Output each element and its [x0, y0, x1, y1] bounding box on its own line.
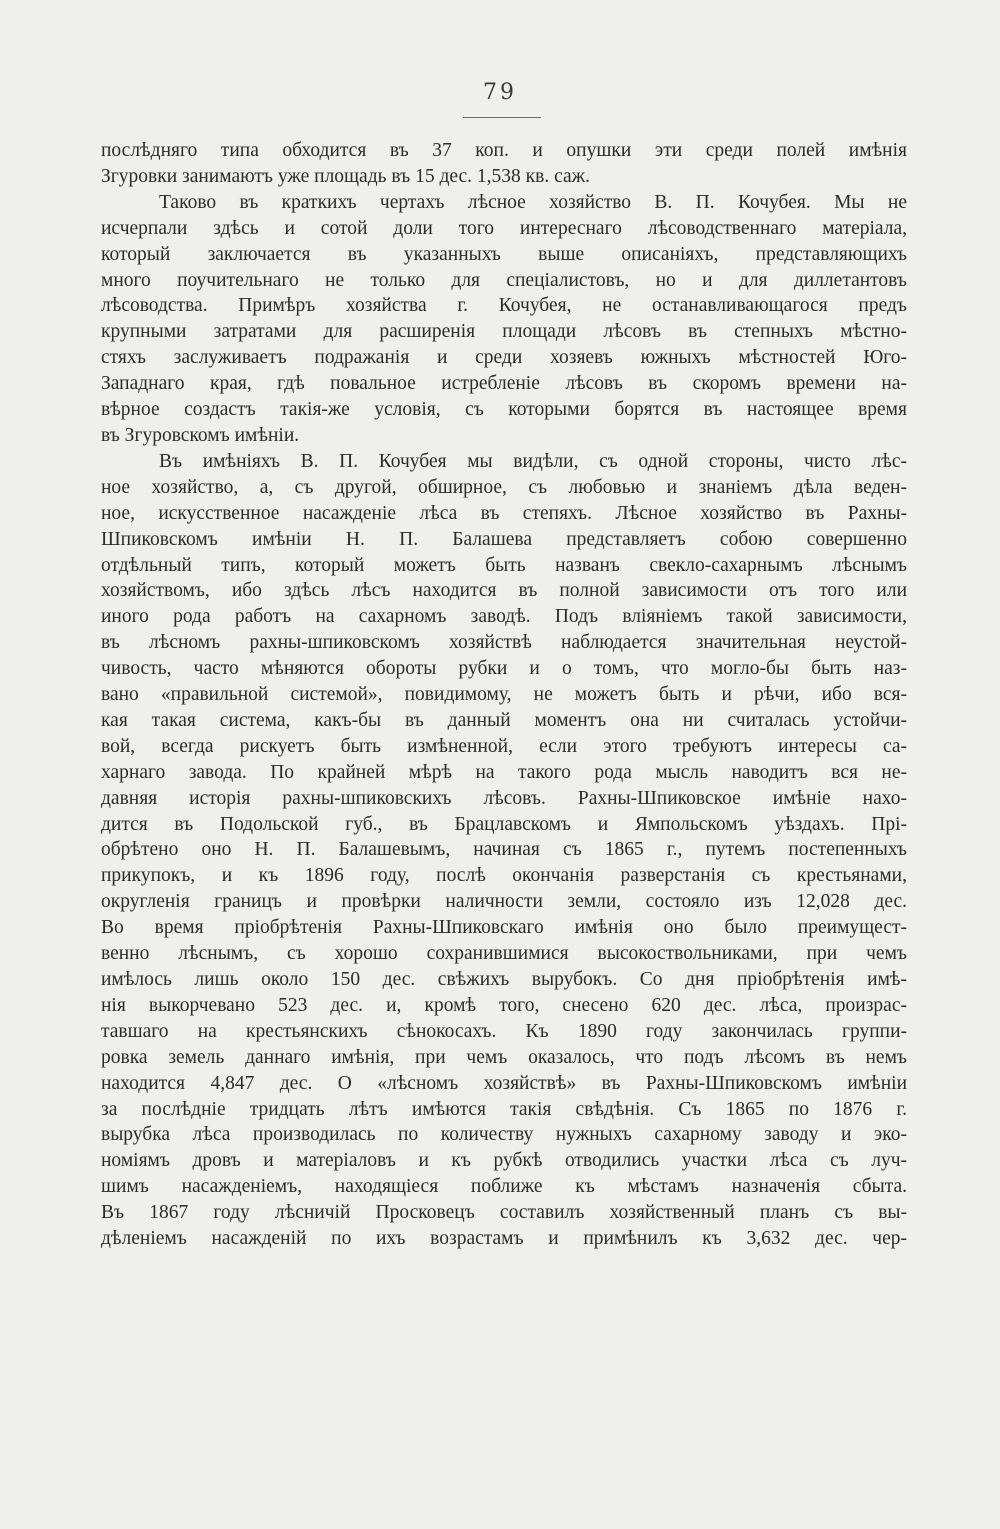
- text-line: находится 4,847 дес. О «лѣсномъ хозяйствѣ» въ Рахны-Шпиковскомъ имѣніи: [101, 1072, 907, 1094]
- text-line: вѣрное создастъ такія-же условія, съ которыми борятся въ настоящее время: [101, 399, 907, 421]
- text-line: въ лѣсномъ рахны-шпиковскомъ хозяйствѣ наблюдается значительная неустой-: [101, 632, 907, 654]
- text-line: лѣсоводства. Примѣръ хозяйства г. Кочубея, не останавливающагося предъ: [101, 295, 907, 317]
- text-line: въ Згуровскомъ имѣніи.: [101, 424, 300, 446]
- text-line: вано «правильной системой», повидимому, не можетъ быть и рѣчи, ибо вся-: [101, 684, 907, 706]
- text-line: венно лѣснымъ, съ хорошо сохранившимися высокоствольниками, при чемъ: [101, 943, 907, 965]
- text-line: номіямъ дровъ и матеріаловъ и къ рубкѣ отводились участки лѣса съ луч-: [101, 1150, 907, 1172]
- text-line: Въ 1867 году лѣсничій Просковецъ составилъ хозяйственный планъ съ вы-: [101, 1202, 907, 1224]
- text-line: отдѣльный типъ, который можетъ быть названъ свекло-сахарнымъ лѣснымъ: [101, 554, 907, 576]
- text-line: Во время пріобрѣтенія Рахны-Шпиковскаго имѣнія оно было преимущест-: [101, 917, 907, 939]
- text-line: крупными затратами для расширенія площади лѣсовъ въ степныхъ мѣстно-: [101, 321, 907, 343]
- text-line: вырубка лѣса производилась по количеству нужныхъ сахарному заводу и эко-: [101, 1124, 907, 1146]
- paragraph: [101, 138, 907, 190]
- text-line: иного рода работъ на сахарномъ заводѣ. Подъ вліяніемъ такой зависимости,: [101, 606, 907, 628]
- text-line: послѣдняго типа обходится въ 37 коп. и опушки эти среди полей имѣнія: [101, 140, 907, 161]
- text-line: ровка земель даннаго имѣнія, при чемъ оказалось, что подъ лѣсомъ въ немъ: [101, 1046, 907, 1068]
- page-number: 79: [483, 80, 517, 105]
- paragraph: [101, 449, 907, 1252]
- text-line: имѣлось лишь около 150 дес. свѣжихъ вырубокъ. Со дня пріобрѣтенія имѣ-: [101, 969, 907, 990]
- text-line: за послѣдніе тридцать лѣтъ имѣются такія свѣдѣнія. Съ 1865 по 1876 г.: [101, 1098, 907, 1120]
- text-line: харнаго завода. По крайней мѣрѣ на такого рода мысль наводитъ вся не-: [101, 761, 907, 783]
- page-number-rule: [463, 117, 541, 118]
- text-line: Таково въ краткихъ чертахъ лѣсное хозяйство В. П. Кочубея. Мы не: [159, 191, 907, 213]
- text-line: округленія границъ и провѣрки наличности земли, состояло изъ 12,028 дес.: [101, 891, 907, 913]
- text-line: стяхъ заслуживаетъ подражанія и среди хозяевъ южныхъ мѣстностей Юго-: [101, 347, 907, 369]
- text-line: вой, всегда рискуетъ быть измѣненной, если этого требуютъ интересы са-: [101, 735, 907, 757]
- body-text: [101, 138, 907, 1252]
- text-line: Западнаго края, гдѣ повальное истребленіе лѣсовъ въ скоромъ времени на-: [101, 373, 907, 395]
- text-line: дѣленіемъ насажденій по ихъ возрастамъ и примѣнилъ къ 3,632 дес. чер-: [101, 1228, 907, 1250]
- text-line: который заключается въ указанныхъ выше описаніяхъ, представляющихъ: [101, 243, 907, 265]
- text-line: нія выкорчевано 523 дес. и, кромѣ того, снесено 620 дес. лѣса, произрас-: [101, 994, 907, 1016]
- text-line: ное, искусственное насажденіе лѣса въ степяхъ. Лѣсное хозяйство въ Рахны-: [101, 502, 907, 524]
- text-line: тавшаго на крестьянскихъ сѣнокосахъ. Къ 1890 году закончилась группи-: [101, 1020, 907, 1042]
- text-line: обрѣтено оно Н. П. Балашевымъ, начиная съ 1865 г., путемъ постепенныхъ: [101, 839, 907, 861]
- text-line: кая такая система, какъ-бы въ данный моментъ она ни считалась устойчи-: [101, 709, 907, 731]
- text-line: ное хозяйство, а, съ другой, обширное, съ любовью и знаніемъ дѣла веден-: [101, 476, 907, 498]
- text-line: хозяйствомъ, ибо здѣсь лѣсъ находится въ полной зависимости отъ того или: [101, 580, 907, 602]
- text-line: Шпиковскомъ имѣніи Н. П. Балашева представляетъ собою совершенно: [101, 528, 907, 550]
- text-line: давняя исторія рахны-шпиковскихъ лѣсовъ. Рахны-Шпиковское имѣніе нахо-: [101, 787, 907, 809]
- text-line: много поучительнаго не только для спеціалистовъ, но и для диллетантовъ: [101, 269, 907, 291]
- text-line: прикупокъ, и къ 1896 году, послѣ окончанія разверстанія съ крестьянами,: [101, 865, 907, 887]
- text-line: чивость, часто мѣняются обороты рубки и о томъ, что могло-бы быть наз-: [101, 658, 907, 680]
- text-line: шимъ насажденіемъ, находящіеся поближе къ мѣстамъ назначенія сбыта.: [101, 1176, 907, 1198]
- text-line: Въ имѣніяхъ В. П. Кочубея мы видѣли, съ одной стороны, чисто лѣс-: [159, 450, 907, 472]
- text-line: исчерпали здѣсь и сотой доли того интереснаго лѣсоводственнаго матеріала,: [101, 217, 907, 239]
- paragraph: [101, 190, 907, 449]
- text-line: Згуровки занимаютъ уже площадь въ 15 дес. 1,538 кв. саж.: [101, 165, 591, 187]
- text-line: дится въ Подольской губ., въ Брацлавскомъ и Ямпольскомъ уѣздахъ. Прі-: [101, 813, 907, 835]
